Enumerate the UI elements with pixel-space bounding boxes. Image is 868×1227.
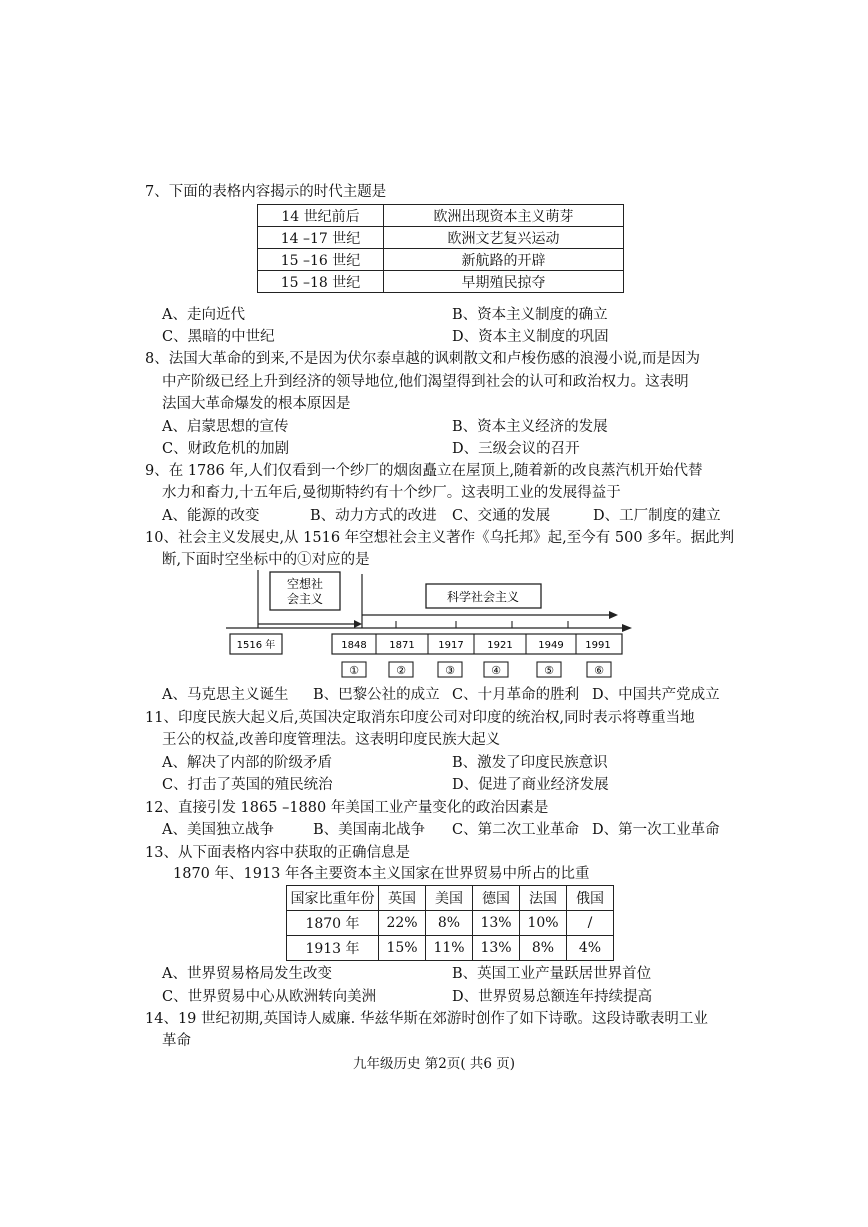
q13-header-cell: 俄国 bbox=[567, 886, 614, 911]
q7-option-a: A、走向近代 bbox=[162, 307, 245, 323]
question-8-line: 法国大革命爆发的根本原因是 bbox=[162, 396, 351, 412]
q7-cell: 欧洲文艺复兴运动 bbox=[384, 227, 624, 249]
q13-cell: 4% bbox=[567, 936, 614, 961]
question-10-line: 10、社会主义发展史,从 1516 年空想社会主义著作《乌托邦》起,至今有 500 多年。据此判 bbox=[145, 530, 735, 546]
utopian-box-line2: 会主义 bbox=[286, 592, 324, 606]
q13-cell: / bbox=[567, 911, 614, 936]
q8-option-c: C、财政危机的加剧 bbox=[162, 441, 290, 457]
page-footer: 九年级历史 第2页( 共6 页) bbox=[352, 1056, 516, 1072]
q10-option-a: A、马克思主义诞生 bbox=[162, 687, 289, 703]
question-14-line: 革命 bbox=[162, 1033, 191, 1049]
q10-option-d: D、中国共产党成立 bbox=[592, 687, 720, 703]
year-label: 1871 bbox=[389, 640, 415, 651]
q10-option-c: C、十月革命的胜利 bbox=[452, 687, 580, 703]
mark-label: ⑥ bbox=[594, 664, 604, 677]
utopian-box-line1: 空想社 bbox=[286, 577, 324, 591]
q13-header-cell: 美国 bbox=[426, 886, 473, 911]
q7-table bbox=[257, 204, 624, 293]
q13-option-c: C、世界贸易中心从欧洲转向美洲 bbox=[162, 989, 377, 1005]
q8-option-d: D、三级会议的召开 bbox=[452, 441, 580, 457]
q13-header-cell: 法国 bbox=[520, 886, 567, 911]
timeline-diagram bbox=[226, 568, 638, 680]
q11-option-c: C、打击了英国的殖民统治 bbox=[162, 777, 333, 793]
question-8-line: 8、法国大革命的到来,不是因为伏尔泰卓越的讽刺散文和卢梭伤感的浪漫小说,而是因为 bbox=[145, 351, 700, 367]
q13-cell: 8% bbox=[520, 936, 567, 961]
q13-option-b: B、英国工业产量跃居世界首位 bbox=[452, 966, 652, 982]
year-label: 1949 bbox=[538, 640, 564, 651]
q13-header-cell: 德国 bbox=[473, 886, 520, 911]
q13-cell: 13% bbox=[473, 911, 520, 936]
year-label: 1921 bbox=[487, 640, 513, 651]
q11-option-a: A、解决了内部的阶级矛盾 bbox=[162, 755, 332, 771]
q13-table-caption: 1870 年、1913 年各主要资本主义国家在世界贸易中所占的比重 bbox=[173, 866, 590, 882]
start-year-label: 1516 年 bbox=[236, 640, 276, 651]
mark-label: ③ bbox=[445, 664, 455, 677]
q13-header-cell: 国家比重年份 bbox=[287, 886, 379, 911]
q9-option-c: C、交通的发展 bbox=[452, 508, 551, 524]
question-10-line: 断,下面时空坐标中的①对应的是 bbox=[162, 552, 370, 568]
q7-option-d: D、资本主义制度的巩固 bbox=[452, 329, 609, 345]
question-11-line: 王公的权益,改善印度管理法。这表明印度民族大起义 bbox=[162, 732, 501, 748]
q7-cell: 新航路的开辟 bbox=[384, 249, 624, 271]
q9-option-d: D、工厂制度的建立 bbox=[593, 508, 721, 524]
q13-cell: 8% bbox=[426, 911, 473, 936]
q7-cell: 14 –17 世纪 bbox=[258, 227, 384, 249]
q12-option-a: A、美国独立战争 bbox=[162, 822, 274, 838]
q12-option-c: C、第二次工业革命 bbox=[452, 822, 580, 838]
q13-cell: 1870 年 bbox=[287, 911, 379, 936]
table-row bbox=[287, 911, 614, 936]
q13-cell: 10% bbox=[520, 911, 567, 936]
q13-option-a: A、世界贸易格局发生改变 bbox=[162, 966, 332, 982]
question-7-stem: 7、下面的表格内容揭示的时代主题是 bbox=[145, 184, 387, 200]
q7-option-b: B、资本主义制度的确立 bbox=[452, 307, 608, 323]
q7-cell: 15 –16 世纪 bbox=[258, 249, 384, 271]
q12-option-b: B、美国南北战争 bbox=[313, 822, 426, 838]
q10-option-b: B、巴黎公社的成立 bbox=[313, 687, 440, 703]
q8-option-a: A、启蒙思想的宣传 bbox=[162, 419, 289, 435]
q7-cell: 14 世纪前后 bbox=[258, 205, 384, 227]
q13-cell: 22% bbox=[379, 911, 426, 936]
year-label: 1917 bbox=[438, 640, 464, 651]
q13-cell: 11% bbox=[426, 936, 473, 961]
question-8-line: 中产阶级已经上升到经济的领导地位,他们渴望得到社会的认可和政治权力。这表明 bbox=[162, 374, 689, 390]
question-14-line: 14、19 世纪初期,英国诗人威廉. 华兹华斯在郊游时创作了如下诗歌。这段诗歌表明工业 bbox=[145, 1011, 708, 1027]
q7-cell: 15 –18 世纪 bbox=[258, 271, 384, 293]
q13-header-cell: 英国 bbox=[379, 886, 426, 911]
q7-option-c: C、黑暗的中世纪 bbox=[162, 329, 275, 345]
scientific-box-label: 科学社会主义 bbox=[446, 590, 520, 604]
mark-label: ① bbox=[349, 664, 359, 677]
q11-option-d: D、促进了商业经济发展 bbox=[452, 777, 609, 793]
q13-cell: 15% bbox=[379, 936, 426, 961]
mark-label: ④ bbox=[491, 664, 501, 677]
year-label: 1991 bbox=[585, 640, 611, 651]
q12-option-d: D、第一次工业革命 bbox=[592, 822, 720, 838]
q13-option-d: D、世界贸易总额连年持续提高 bbox=[452, 989, 653, 1005]
q7-cell: 欧洲出现资本主义萌芽 bbox=[384, 205, 624, 227]
mark-label: ② bbox=[396, 664, 406, 677]
q7-cell: 早期殖民掠夺 bbox=[384, 271, 624, 293]
q13-cell: 13% bbox=[473, 936, 520, 961]
question-13-stem: 13、从下面表格内容中获取的正确信息是 bbox=[145, 845, 410, 861]
q9-option-b: B、动力方式的改进 bbox=[310, 508, 437, 524]
year-label: 1848 bbox=[341, 640, 367, 651]
question-12-stem: 12、直接引发 1865 –1880 年美国工业产量变化的政治因素是 bbox=[145, 800, 549, 816]
q13-cell: 1913 年 bbox=[287, 936, 379, 961]
q11-option-b: B、激发了印度民族意识 bbox=[452, 755, 608, 771]
q8-option-b: B、资本主义经济的发展 bbox=[452, 419, 608, 435]
question-9-line: 9、在 1786 年,人们仅看到一个纱厂的烟囱矗立在屋顶上,随着新的改良蒸汽机开始代替 bbox=[145, 463, 703, 479]
q9-option-a: A、能源的改变 bbox=[162, 508, 260, 524]
mark-label: ⑤ bbox=[544, 664, 554, 677]
question-11-line: 11、印度民族大起义后,英国决定取消东印度公司对印度的统治权,同时表示将尊重当地 bbox=[145, 710, 695, 726]
q13-table bbox=[286, 885, 614, 961]
table-row bbox=[287, 936, 614, 961]
question-9-line: 水力和畜力,十五年后,曼彻斯特约有十个纱厂。这表明工业的发展得益于 bbox=[162, 485, 621, 501]
